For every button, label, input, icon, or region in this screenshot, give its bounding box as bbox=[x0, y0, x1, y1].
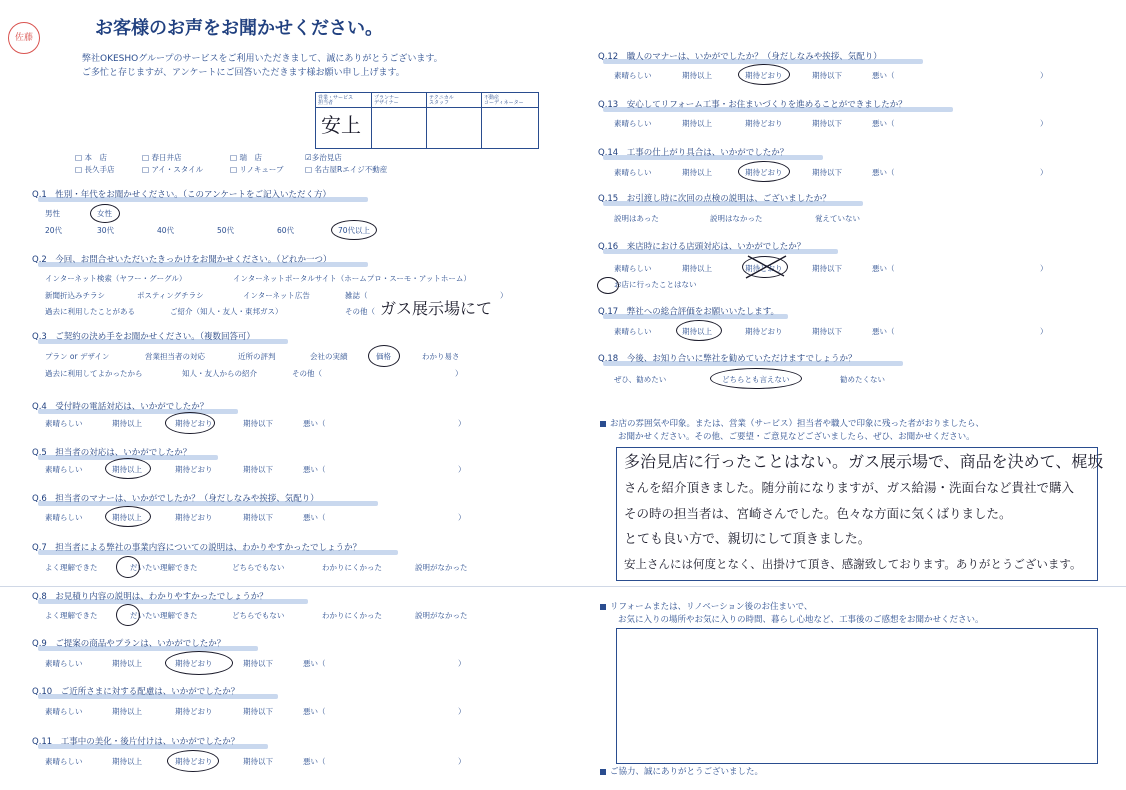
q12-option-excellent[interactable]: 素晴らしい bbox=[614, 71, 652, 80]
q4-answer-circle bbox=[165, 412, 215, 434]
q14-option-below[interactable]: 期待以下 bbox=[812, 168, 842, 177]
store-checkbox-tajimi[interactable]: ☑多治見店 bbox=[305, 153, 342, 162]
q16-answer-circle-never-visited bbox=[597, 277, 619, 294]
q6-option-as-expected[interactable]: 期待どおり bbox=[175, 513, 213, 522]
q5-answer-circle bbox=[105, 458, 151, 479]
q18-answer-circle bbox=[710, 368, 802, 389]
q13-option-above[interactable]: 期待以上 bbox=[682, 119, 712, 128]
q2-option-referral[interactable]: ご紹介（知人・友人・東邦ガス） bbox=[170, 307, 283, 316]
q12-option-bad[interactable]: 悪い（ bbox=[872, 71, 895, 80]
q6-option-excellent[interactable]: 素晴らしい bbox=[45, 513, 83, 522]
q6-bad-close: ） bbox=[458, 513, 466, 522]
comment-line-3: その時の担当者は、宮崎さんでした。色々な方面に気くばりました。 bbox=[624, 506, 1012, 521]
q1-answer-circle-female bbox=[90, 204, 120, 223]
comment-line-5: 安上さんには何度となく、出掛けて頂き、感謝致しております。ありがとうございます。 bbox=[624, 557, 1082, 571]
q15-option-explained[interactable]: 説明はあった bbox=[614, 214, 659, 223]
q13-bad-close: ） bbox=[1040, 119, 1048, 128]
q18-option-not-recommend[interactable]: 勧めたくない bbox=[840, 375, 885, 384]
q13-option-excellent[interactable]: 素晴らしい bbox=[614, 119, 652, 128]
q6-answer-circle bbox=[105, 506, 151, 527]
q11-option-excellent[interactable]: 素晴らしい bbox=[45, 757, 83, 766]
q3-option-past-good[interactable]: 過去に利用してよかったから bbox=[45, 369, 143, 378]
q2-option-past-user[interactable]: 過去に利用したことがある bbox=[45, 307, 135, 316]
q1-option-30s[interactable]: 30代 bbox=[97, 226, 115, 235]
q3-option-clarity[interactable]: わかり易さ bbox=[422, 352, 460, 361]
store-checkbox-nagakute[interactable]: □ 長久手店 bbox=[75, 165, 115, 174]
q15-option-dont-remember[interactable]: 覚えていない bbox=[815, 214, 860, 223]
q16-option-excellent[interactable]: 素晴らしい bbox=[614, 264, 652, 273]
q5-option-below[interactable]: 期待以下 bbox=[243, 465, 273, 474]
q4-bad-close: ） bbox=[458, 419, 466, 428]
q1-option-40s[interactable]: 40代 bbox=[157, 226, 175, 235]
staff-header-technical: テクニカル スタッフ bbox=[429, 95, 454, 106]
q1-option-50s[interactable]: 50代 bbox=[217, 226, 235, 235]
q10-option-below[interactable]: 期待以下 bbox=[243, 707, 273, 716]
bullet-square-icon bbox=[600, 421, 606, 427]
stamp-text: 佐藤 bbox=[14, 33, 33, 43]
q11-option-as-expected[interactable]: 期待どおり bbox=[175, 757, 213, 766]
q10-bad-close: ） bbox=[458, 707, 466, 716]
q4-option-bad[interactable]: 悪い（ bbox=[303, 419, 326, 428]
q8-option-hard[interactable]: わかりにくかった bbox=[322, 611, 382, 620]
q5-label: Q.5 担当者の対応は、いかがでしたか？ bbox=[32, 448, 192, 458]
store-checkbox-renocube[interactable]: □ リノキューブ bbox=[230, 165, 284, 174]
q10-option-above[interactable]: 期待以上 bbox=[112, 707, 142, 716]
q8-answer-circle bbox=[116, 604, 140, 626]
q12-option-above[interactable]: 期待以上 bbox=[682, 71, 712, 80]
q9-option-below[interactable]: 期待以下 bbox=[243, 659, 273, 668]
q1-option-70s[interactable]: 70代以上 bbox=[338, 226, 371, 235]
q16-cross-mark-icon bbox=[742, 252, 790, 280]
q17-option-excellent[interactable]: 素晴らしい bbox=[614, 327, 652, 336]
q2-other-handwritten: ガス展示場にて bbox=[380, 299, 493, 318]
q3-option-other[interactable]: その他（ bbox=[292, 369, 322, 378]
q2-option-newspaper[interactable]: 新聞折込みチラシ bbox=[45, 291, 105, 300]
q13-option-as-expected[interactable]: 期待どおり bbox=[745, 119, 783, 128]
q17-label: Q.17 弊社への総合評価をお願いいたします。 bbox=[598, 307, 780, 317]
q7-answer-circle bbox=[116, 556, 140, 578]
q16-bad-close: ） bbox=[1040, 264, 1048, 273]
after-comments-box[interactable] bbox=[616, 628, 1098, 764]
q6-label: Q.6 担当者のマナーは、いかがでしたか？（身だしなみや挨拶、気配り） bbox=[32, 494, 319, 504]
store-checkbox-kasugai[interactable]: □ 春日井店 bbox=[142, 153, 182, 162]
q2-option-web-ad[interactable]: インターネット広告 bbox=[243, 291, 310, 300]
q16-option-below[interactable]: 期待以下 bbox=[812, 264, 842, 273]
q2-option-other[interactable]: その他（ bbox=[345, 307, 375, 316]
q11-option-below[interactable]: 期待以下 bbox=[243, 757, 273, 766]
q17-option-below[interactable]: 期待以下 bbox=[812, 327, 842, 336]
q18-label: Q.18 今後、お知り合いに弊社を勧めていただけますでしょうか？ bbox=[598, 354, 857, 364]
page-title: お客様のお声をお聞かせください。 bbox=[95, 18, 383, 39]
staff-sales-value: 安上 bbox=[321, 113, 361, 137]
comment-line-4: とても良い方で、親切にして頂きました。 bbox=[624, 532, 871, 547]
q6-option-bad[interactable]: 悪い（ bbox=[303, 513, 326, 522]
q4-option-as-expected[interactable]: 期待どおり bbox=[175, 419, 213, 428]
q7-option-none[interactable]: 説明がなかった bbox=[415, 563, 468, 572]
q9-option-above[interactable]: 期待以上 bbox=[112, 659, 142, 668]
q3-answer-circle-price bbox=[368, 345, 400, 367]
q9-bad-close: ） bbox=[458, 659, 466, 668]
comments-label-line-2: お聞かせください。その他、ご要望・ご意見などございましたら、ぜひ、お聞かせください。 bbox=[618, 432, 975, 442]
q2-magazine-close: ） bbox=[500, 291, 508, 300]
q3-option-track-record[interactable]: 会社の実績 bbox=[310, 352, 348, 361]
q4-option-excellent[interactable]: 素晴らしい bbox=[45, 419, 83, 428]
q12-option-as-expected[interactable]: 期待どおり bbox=[745, 71, 783, 80]
q16-option-bad[interactable]: 悪い（ bbox=[872, 264, 895, 273]
q1-option-male[interactable]: 男性 bbox=[45, 209, 60, 218]
q4-label: Q.4 受付時の電話対応は、いかがでしたか？ bbox=[32, 402, 209, 412]
q3-label: Q.3 ご契約の決め手をお聞かせください。（複数回答可） bbox=[32, 332, 256, 342]
q2-option-posting[interactable]: ポスティングチラシ bbox=[137, 291, 204, 300]
approval-stamp bbox=[8, 22, 40, 54]
q12-option-below[interactable]: 期待以下 bbox=[812, 71, 842, 80]
q2-label: Q.2 今回、お問合せいただいたきっかけをお聞かせください。（どれか一つ） bbox=[32, 255, 332, 265]
q9-option-bad[interactable]: 悪い（ bbox=[303, 659, 326, 668]
q14-option-excellent[interactable]: 素晴らしい bbox=[614, 168, 652, 177]
q11-label: Q.11 工事中の美化・後片付けは、いかがでしたか？ bbox=[32, 737, 240, 747]
q15-label: Q.15 お引渡し時に次回の点検の説明は、ございましたか？ bbox=[598, 194, 831, 204]
q1-option-20s[interactable]: 20代 bbox=[45, 226, 63, 235]
after-label-line-1: リフォームまたは、リノベーション後のお住まいで、 bbox=[600, 603, 812, 612]
q4-option-below[interactable]: 期待以下 bbox=[243, 419, 273, 428]
staff-header-realestate: 不動産 コーディネーター bbox=[484, 95, 524, 106]
comments-label-line-1: お店の雰囲気や印象。または、営業（サービス）担当者や職人で印象に残った者がおりましたら、 bbox=[600, 420, 984, 429]
q16-option-never-visited[interactable]: お店に行ったことはない bbox=[614, 280, 697, 289]
q14-label: Q.14 工事の仕上がり具合は、いかがでしたか？ bbox=[598, 148, 789, 158]
q5-option-above[interactable]: 期待以上 bbox=[112, 465, 142, 474]
intro-line-1: 弊社OKESHOグループのサービスをご利用いただきまして、誠にありがとうございます。 bbox=[82, 54, 443, 64]
store-checkbox-mizuho[interactable]: □ 瑞 店 bbox=[230, 153, 262, 162]
bullet-square-icon bbox=[600, 604, 606, 610]
q14-option-as-expected[interactable]: 期待どおり bbox=[745, 168, 783, 177]
intro-line-2: ご多忙と存じますが、アンケートにご回答いただきます様お願い申し上げます。 bbox=[82, 68, 405, 78]
q8-label: Q.8 お見積り内容の説明は、わかりやすかったでしょうか？ bbox=[32, 592, 268, 602]
staff-header-planner: プランナー デザイナー bbox=[374, 95, 400, 106]
q13-option-bad[interactable]: 悪い（ bbox=[872, 119, 895, 128]
q13-option-below[interactable]: 期待以下 bbox=[812, 119, 842, 128]
q3-option-reputation[interactable]: 近所の評判 bbox=[238, 352, 276, 361]
q9-option-as-expected[interactable]: 期待どおり bbox=[175, 659, 213, 668]
q9-option-excellent[interactable]: 素晴らしい bbox=[45, 659, 83, 668]
q3-option-friend-referral[interactable]: 知人・友人からの紹介 bbox=[182, 369, 257, 378]
q17-answer-circle bbox=[676, 320, 722, 341]
q14-option-above[interactable]: 期待以上 bbox=[682, 168, 712, 177]
q7-label: Q.7 担当者による弊社の事業内容についての説明は、わかりやすかったでしょうか？ bbox=[32, 543, 362, 553]
q8-option-none[interactable]: 説明がなかった bbox=[415, 611, 468, 620]
q1-answer-circle-70s bbox=[331, 220, 377, 240]
q9-label: Q.9 ご提案の商品やプランは、いかがでしたか？ bbox=[32, 639, 226, 649]
q12-answer-circle bbox=[738, 64, 790, 85]
q9-answer-circle bbox=[165, 651, 233, 675]
q8-option-mostly[interactable]: だいたい理解できた bbox=[130, 611, 198, 620]
q10-option-excellent[interactable]: 素晴らしい bbox=[45, 707, 83, 716]
q16-option-above[interactable]: 期待以上 bbox=[682, 264, 712, 273]
q5-option-excellent[interactable]: 素晴らしい bbox=[45, 465, 83, 474]
q15-option-not-explained[interactable]: 説明はなかった bbox=[710, 214, 763, 223]
section-divider bbox=[0, 586, 1126, 587]
q7-option-mostly[interactable]: だいたい理解できた bbox=[130, 563, 198, 572]
q8-option-neutral[interactable]: どちらでもない bbox=[232, 611, 285, 620]
q1-option-female[interactable]: 女性 bbox=[97, 209, 112, 218]
q1-option-60s[interactable]: 60代 bbox=[277, 226, 295, 235]
q17-option-bad[interactable]: 悪い（ bbox=[872, 327, 895, 336]
q13-label: Q.13 安心してリフォーム工事・お住まいづくりを進めることができましたか？ bbox=[598, 100, 907, 110]
q10-option-bad[interactable]: 悪い（ bbox=[303, 707, 326, 716]
q3-option-plan[interactable]: プラン or デザイン bbox=[45, 352, 110, 361]
staff-header-sales: 営業・サービス 担当者 bbox=[318, 95, 354, 106]
q6-option-below[interactable]: 期待以下 bbox=[243, 513, 273, 522]
q5-option-as-expected[interactable]: 期待どおり bbox=[175, 465, 213, 474]
q14-bad-close: ） bbox=[1040, 168, 1048, 177]
store-checkbox-istyle[interactable]: □ アイ・スタイル bbox=[142, 165, 204, 174]
q2-option-magazine[interactable]: 雑誌（ bbox=[345, 291, 368, 300]
q10-option-as-expected[interactable]: 期待どおり bbox=[175, 707, 213, 716]
q18-option-recommend[interactable]: ぜひ、勧めたい bbox=[614, 375, 667, 384]
comment-line-1: 多治見店に行ったことはない。ガス展示場で、商品を決めて、梶坂 bbox=[624, 452, 1104, 471]
q5-bad-close: ） bbox=[458, 465, 466, 474]
q3-option-price[interactable]: 価格 bbox=[376, 352, 391, 361]
q16-label: Q.16 来店時における店頭対応は、いかがでしたか？ bbox=[598, 242, 806, 252]
store-checkbox-honten[interactable]: □ 本 店 bbox=[75, 153, 107, 162]
footer-thanks: ご協力、誠にありがとうございました。 bbox=[600, 768, 763, 777]
q5-option-bad[interactable]: 悪い（ bbox=[303, 465, 326, 474]
q4-option-above[interactable]: 期待以上 bbox=[112, 419, 142, 428]
q14-answer-circle bbox=[738, 161, 790, 182]
q3-option-sales-rep[interactable]: 営業担当者の対応 bbox=[145, 352, 205, 361]
after-label-line-2: お気に入りの場所やお気に入りの時間、暮らし心地など、工事後のご感想をお聞かせください。 bbox=[618, 615, 984, 625]
q11-option-above[interactable]: 期待以上 bbox=[112, 757, 142, 766]
staff-table bbox=[315, 92, 539, 149]
q18-option-neutral[interactable]: どちらとも言えない bbox=[722, 375, 790, 384]
q16-option-as-expected[interactable]: 期待どおり bbox=[745, 264, 783, 273]
q12-label: Q.12 職人のマナーは、いかがでしたか？（身だしなみや挨拶、気配り） bbox=[598, 52, 882, 62]
q7-option-understood[interactable]: よく理解できた bbox=[45, 563, 98, 572]
q3-other-close: ） bbox=[455, 369, 463, 378]
q2-option-search[interactable]: インターネット検索（ヤフー・グーグル） bbox=[45, 274, 187, 283]
store-checkbox-nagoya-rage[interactable]: □ 名古屋Rエイジ不動産 bbox=[305, 165, 388, 174]
q17-option-as-expected[interactable]: 期待どおり bbox=[745, 327, 783, 336]
q10-label: Q.10 ご近所さまに対する配慮は、いかがでしたか？ bbox=[32, 687, 240, 697]
q12-bad-close: ） bbox=[1040, 71, 1048, 80]
q7-option-hard[interactable]: わかりにくかった bbox=[322, 563, 382, 572]
q8-option-understood[interactable]: よく理解できた bbox=[45, 611, 98, 620]
q2-option-portal[interactable]: インターネットポータルサイト（ホームプロ・スーモ・アットホーム） bbox=[233, 274, 471, 283]
q17-option-above[interactable]: 期待以上 bbox=[682, 327, 712, 336]
q17-bad-close: ） bbox=[1040, 327, 1048, 336]
bullet-square-icon bbox=[600, 769, 606, 775]
q14-option-bad[interactable]: 悪い（ bbox=[872, 168, 895, 177]
q11-answer-circle bbox=[167, 750, 219, 772]
q6-option-above[interactable]: 期待以上 bbox=[112, 513, 142, 522]
comment-line-2: さんを紹介頂きました。随分前になりますが、ガス給湯・洗面台など貴社で購入 bbox=[624, 480, 1075, 495]
q11-bad-close: ） bbox=[458, 757, 466, 766]
q7-option-neutral[interactable]: どちらでもない bbox=[232, 563, 285, 572]
q1-label: Q.1 性別・年代をお聞かせください。（このアンケートをご記入いただく方） bbox=[32, 190, 332, 200]
q11-option-bad[interactable]: 悪い（ bbox=[303, 757, 326, 766]
